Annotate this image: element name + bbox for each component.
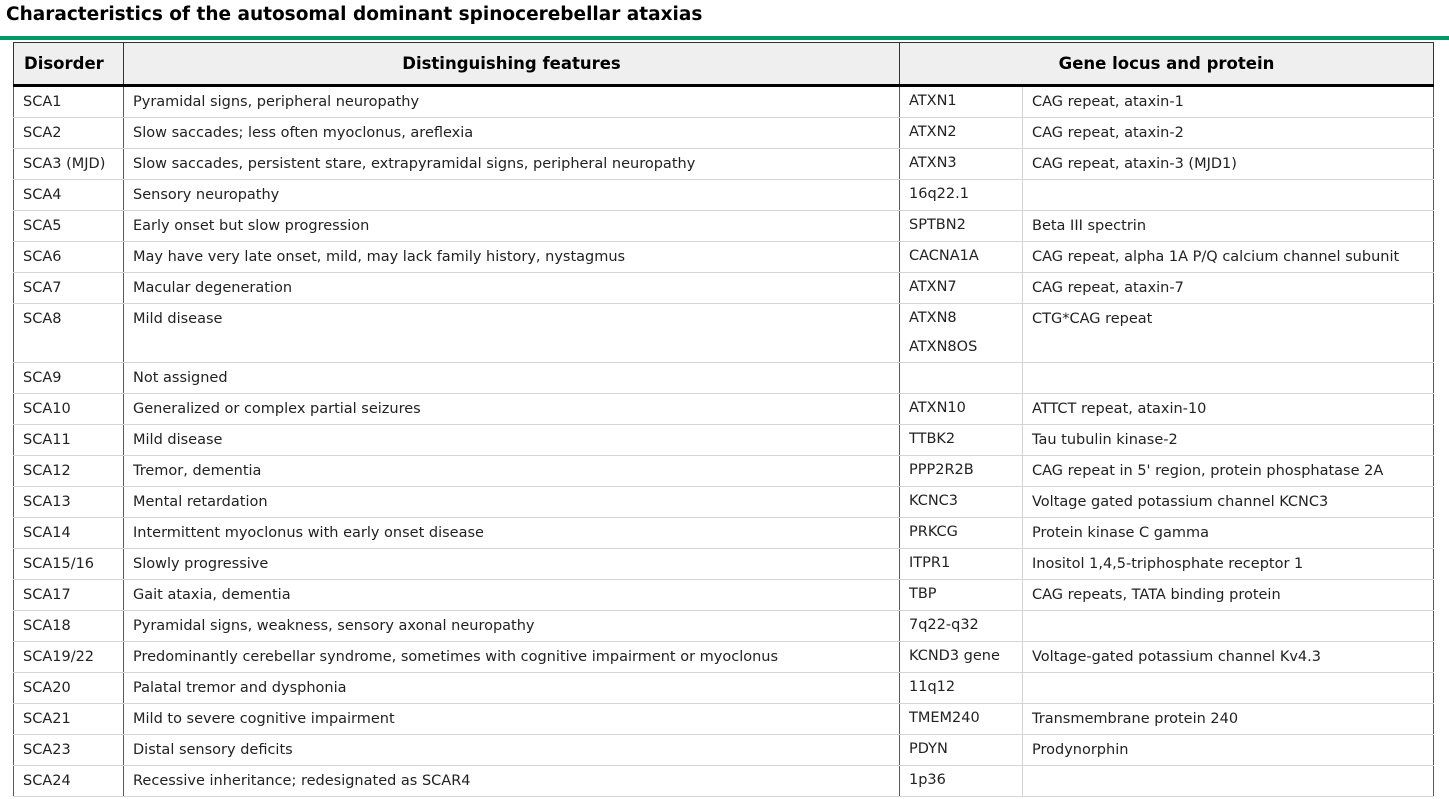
cell-disorder: SCA15/16 — [14, 549, 124, 580]
cell-gene-locus — [900, 425, 1023, 456]
cell-features: Slow saccades; less often myoclonus, areflexia — [124, 118, 900, 149]
column-header-features: Distinguishing features — [124, 43, 900, 86]
table-row — [14, 704, 1434, 735]
cell-features: Pyramidal signs, peripheral neuropathy — [124, 86, 900, 118]
cell-gene-locus — [900, 456, 1023, 487]
cell-features: Generalized or complex partial seizures — [124, 394, 900, 425]
cell-protein: CTG*CAG repeat — [1023, 304, 1434, 363]
cell-protein: CAG repeat, ataxin-7 — [1023, 273, 1434, 304]
cell-protein — [1023, 673, 1434, 704]
gene-locus-value — [909, 363, 1013, 392]
table-row — [14, 487, 1434, 518]
cell-gene-locus — [900, 642, 1023, 673]
cell-gene-locus — [900, 394, 1023, 425]
gene-locus-value: KCNC3 — [909, 493, 959, 509]
cell-features: Intermittent myoclonus with early onset disease — [124, 518, 900, 549]
table-row — [14, 735, 1434, 766]
cell-features: Not assigned — [124, 363, 900, 394]
cell-disorder: SCA11 — [14, 425, 124, 456]
table-row — [14, 642, 1434, 673]
cell-disorder: SCA8 — [14, 304, 124, 363]
cell-gene-locus — [900, 487, 1023, 518]
table-row — [14, 580, 1434, 611]
table-row — [14, 242, 1434, 273]
cell-disorder: SCA20 — [14, 673, 124, 704]
cell-gene-locus — [900, 363, 1023, 394]
column-header-disorder: Disorder — [14, 43, 124, 86]
cell-protein: CAG repeats, TATA binding protein — [1023, 580, 1434, 611]
table-row — [14, 304, 1434, 363]
cell-protein — [1023, 363, 1434, 394]
cell-gene-locus — [900, 304, 1023, 363]
cell-disorder: SCA18 — [14, 611, 124, 642]
cell-features: Macular degeneration — [124, 273, 900, 304]
cell-features: Palatal tremor and dysphonia — [124, 673, 900, 704]
gene-locus-value: TMEM240 — [909, 710, 980, 726]
cell-protein: CAG repeat, ataxin-3 (MJD1) — [1023, 149, 1434, 180]
gene-locus-value: ATXN8 — [909, 310, 957, 326]
table-row — [14, 180, 1434, 211]
cell-gene-locus — [900, 273, 1023, 304]
cell-protein: Voltage gated potassium channel KCNC3 — [1023, 487, 1434, 518]
gene-locus-value: 16q22.1 — [909, 186, 969, 202]
table-row — [14, 456, 1434, 487]
cell-protein: Inositol 1,4,5-triphosphate receptor 1 — [1023, 549, 1434, 580]
table-body — [14, 86, 1434, 797]
cell-features: Early onset but slow progression — [124, 211, 900, 242]
gene-locus-value: 7q22-q32 — [909, 617, 979, 633]
gene-locus-value: PRKCG — [909, 524, 958, 540]
table-row — [14, 425, 1434, 456]
gene-locus-value: TBP — [909, 586, 937, 602]
cell-protein — [1023, 766, 1434, 797]
table-row — [14, 363, 1434, 394]
cell-disorder: SCA19/22 — [14, 642, 124, 673]
cell-disorder: SCA6 — [14, 242, 124, 273]
gene-locus-value: KCND3 gene — [909, 648, 1000, 664]
cell-disorder: SCA9 — [14, 363, 124, 394]
cell-protein: Voltage-gated potassium channel Kv4.3 — [1023, 642, 1434, 673]
gene-locus-value: 11q12 — [909, 679, 956, 695]
cell-disorder: SCA3 (MJD) — [14, 149, 124, 180]
gene-locus-value: ATXN8OS — [909, 339, 978, 355]
cell-disorder: SCA7 — [14, 273, 124, 304]
gene-locus-value: PDYN — [909, 741, 948, 757]
cell-features: Tremor, dementia — [124, 456, 900, 487]
gene-locus-value: ATXN10 — [909, 400, 966, 416]
gene-locus-value: ATXN2 — [909, 124, 957, 140]
cell-features: Mild disease — [124, 304, 900, 363]
cell-features: Distal sensory deficits — [124, 735, 900, 766]
cell-gene-locus — [900, 211, 1023, 242]
table-row — [14, 149, 1434, 180]
cell-gene-locus — [900, 549, 1023, 580]
cell-gene-locus — [900, 242, 1023, 273]
cell-features: Mental retardation — [124, 487, 900, 518]
cell-features: May have very late onset, mild, may lack family history, nystagmus — [124, 242, 900, 273]
cell-protein: CAG repeat, ataxin-1 — [1023, 86, 1434, 118]
cell-features: Recessive inheritance; redesignated as SCAR4 — [124, 766, 900, 797]
cell-disorder: SCA12 — [14, 456, 124, 487]
gene-locus-value: ATXN7 — [909, 279, 957, 295]
gene-locus-value: TTBK2 — [909, 431, 956, 447]
cell-protein — [1023, 180, 1434, 211]
gene-locus-value: CACNA1A — [909, 248, 979, 264]
cell-disorder: SCA4 — [14, 180, 124, 211]
table-row — [14, 766, 1434, 797]
cell-gene-locus — [900, 118, 1023, 149]
column-header-gene: Gene locus and protein — [900, 43, 1434, 86]
cell-protein: Tau tubulin kinase-2 — [1023, 425, 1434, 456]
cell-features: Slow saccades, persistent stare, extrapyramidal signs, peripheral neuropathy — [124, 149, 900, 180]
cell-protein: CAG repeat, alpha 1A P/Q calcium channel subunit — [1023, 242, 1434, 273]
table-row — [14, 673, 1434, 704]
cell-disorder: SCA14 — [14, 518, 124, 549]
table-row — [14, 273, 1434, 304]
table-row — [14, 549, 1434, 580]
cell-protein — [1023, 611, 1434, 642]
cell-gene-locus — [900, 611, 1023, 642]
cell-disorder: SCA24 — [14, 766, 124, 797]
table-row — [14, 211, 1434, 242]
cell-gene-locus — [900, 86, 1023, 118]
gene-locus-value: 1p36 — [909, 772, 946, 788]
cell-gene-locus — [900, 673, 1023, 704]
cell-gene-locus — [900, 704, 1023, 735]
cell-features: Mild disease — [124, 425, 900, 456]
cell-gene-locus — [900, 180, 1023, 211]
cell-gene-locus — [900, 580, 1023, 611]
cell-disorder: SCA13 — [14, 487, 124, 518]
cell-protein: CAG repeat in 5' region, protein phosphatase 2A — [1023, 456, 1434, 487]
cell-protein: ATTCT repeat, ataxin-10 — [1023, 394, 1434, 425]
table-row — [14, 394, 1434, 425]
cell-protein: Transmembrane protein 240 — [1023, 704, 1434, 735]
header-row — [14, 43, 1434, 86]
page-title: Characteristics of the autosomal dominant spinocerebellar ataxias — [6, 4, 703, 25]
ataxia-table — [13, 42, 1434, 797]
cell-disorder: SCA21 — [14, 704, 124, 735]
cell-features: Sensory neuropathy — [124, 180, 900, 211]
cell-protein: Protein kinase C gamma — [1023, 518, 1434, 549]
cell-features: Gait ataxia, dementia — [124, 580, 900, 611]
cell-disorder: SCA23 — [14, 735, 124, 766]
table-row — [14, 518, 1434, 549]
cell-disorder: SCA1 — [14, 86, 124, 118]
cell-features: Predominantly cerebellar syndrome, sometimes with cognitive impairment or myoclonus — [124, 642, 900, 673]
table-row — [14, 611, 1434, 642]
table-row — [14, 86, 1434, 118]
gene-locus-value: ATXN3 — [909, 155, 957, 171]
cell-protein: Prodynorphin — [1023, 735, 1434, 766]
cell-protein: Beta III spectrin — [1023, 211, 1434, 242]
gene-locus-value: ITPR1 — [909, 555, 951, 571]
title-accent-rule — [0, 36, 1449, 40]
gene-locus-value: ATXN1 — [909, 93, 957, 109]
cell-disorder: SCA17 — [14, 580, 124, 611]
cell-features: Slowly progressive — [124, 549, 900, 580]
gene-locus-value: PPP2R2B — [909, 462, 974, 478]
cell-gene-locus — [900, 766, 1023, 797]
cell-gene-locus — [900, 518, 1023, 549]
cell-gene-locus — [900, 735, 1023, 766]
cell-disorder: SCA5 — [14, 211, 124, 242]
cell-protein: CAG repeat, ataxin-2 — [1023, 118, 1434, 149]
table-row — [14, 118, 1434, 149]
cell-features: Mild to severe cognitive impairment — [124, 704, 900, 735]
table-header — [14, 43, 1434, 86]
cell-disorder: SCA2 — [14, 118, 124, 149]
cell-disorder: SCA10 — [14, 394, 124, 425]
cell-gene-locus — [900, 149, 1023, 180]
cell-features: Pyramidal signs, weakness, sensory axonal neuropathy — [124, 611, 900, 642]
gene-locus-value: SPTBN2 — [909, 217, 966, 233]
